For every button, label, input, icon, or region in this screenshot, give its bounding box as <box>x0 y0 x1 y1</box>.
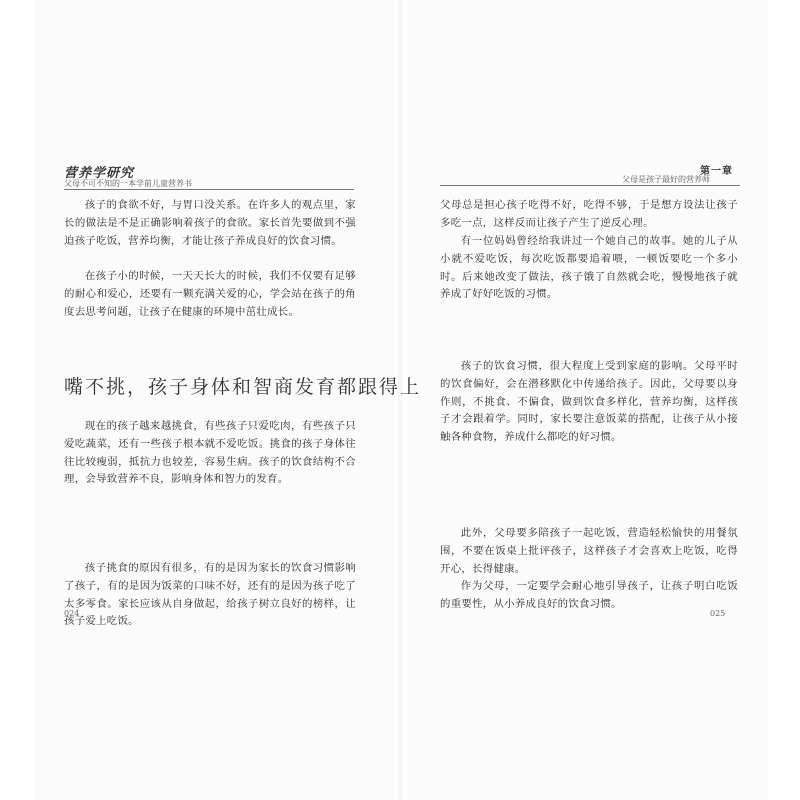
right-paragraph-2: 有一位妈妈曾经给我讲过一个她自己的故事。她的儿子从小就不爱吃饭，每次吃饭都要追着喂，一顿饭要吃一个多小时。后来她改变了做法，孩子饿了自然就会吃，慢慢地孩子就养成了好好吃饭的习惯。 <box>440 235 738 301</box>
left-paragraph-3: 现在的孩子越来越挑食，有些孩子只爱吃肉，有些孩子只爱吃蔬菜，还有一些孩子根本就不爱吃饭。挑食的孩子身体往往比较瘦弱，抵抗力也较差，容易生病。孩子的饮食结构不合理，会导致营养不良，影响身体和智力的发育。 <box>64 420 356 486</box>
right-paragraph-4: 此外，父母要多陪孩子一起吃饭，营造轻松愉快的用餐氛围，不要在饭桌上批评孩子，这样孩子才会喜欢上吃饭，吃得开心，长得健康。 <box>440 527 738 575</box>
right-paragraph-1: 父母总是担心孩子吃得不好，吃得不够，于是想方设法让孩子多吃一点，这样反而让孩子产生了逆反心理。 <box>440 199 738 229</box>
left-page-number: 024 <box>64 609 80 618</box>
left-header-subtitle: 父母不可不知的一本学前儿童营养书 <box>64 179 192 188</box>
right-header-title: 第一章 <box>700 166 733 177</box>
book-gutter <box>398 0 402 800</box>
section-heading: 嘴不挑，孩子身体和智商发育都跟得上 <box>64 376 422 398</box>
left-header-rule <box>64 189 354 190</box>
right-paragraph-3: 孩子的饮食习惯，很大程度上受到家庭的影响。父母平时的饮食偏好，会在潜移默化中传递给孩子。因此，父母要以身作则，不挑食、不偏食，做到饮食多样化，营养均衡，这样孩子才会跟着学。同时，家长要注意饭菜的搭配，让孩子从小接触各种食物，养成什么都吃的好习惯。 <box>440 360 738 444</box>
right-page-number: 025 <box>710 609 726 618</box>
left-paragraph-2: 在孩子小的时候，一天天长大的时候，我们不仅要有足够的耐心和爱心，还要有一颗充满关爱的心，学会站在孩子的角度去思考问题，让孩子在健康的环境中茁壮成长。 <box>64 270 356 318</box>
left-header-title: 营养学研究 <box>64 166 135 181</box>
right-paragraph-5: 作为父母，一定要学会耐心地引导孩子，让孩子明白吃饭的重要性，从小养成良好的饮食习惯。 <box>440 580 738 610</box>
left-page <box>35 0 395 800</box>
left-paragraph-4: 孩子挑食的原因有很多，有的是因为家长的饮食习惯影响了孩子，有的是因为饭菜的口味不好，还有的是因为孩子吃了太多零食。家长应该从自身做起，给孩子树立良好的榜样，让孩子爱上吃饭。 <box>64 562 356 628</box>
right-header-subtitle: 父母是孩子最好的营养师 <box>622 175 710 184</box>
right-header-rule <box>440 185 740 186</box>
left-paragraph-1: 孩子的食欲不好，与胃口没关系。在许多人的观点里，家长的做法是不是正确影响着孩子的食欲。家长首先要做到不强迫孩子吃饭，营养均衡，才能让孩子养成良好的饮食习惯。 <box>64 199 356 247</box>
